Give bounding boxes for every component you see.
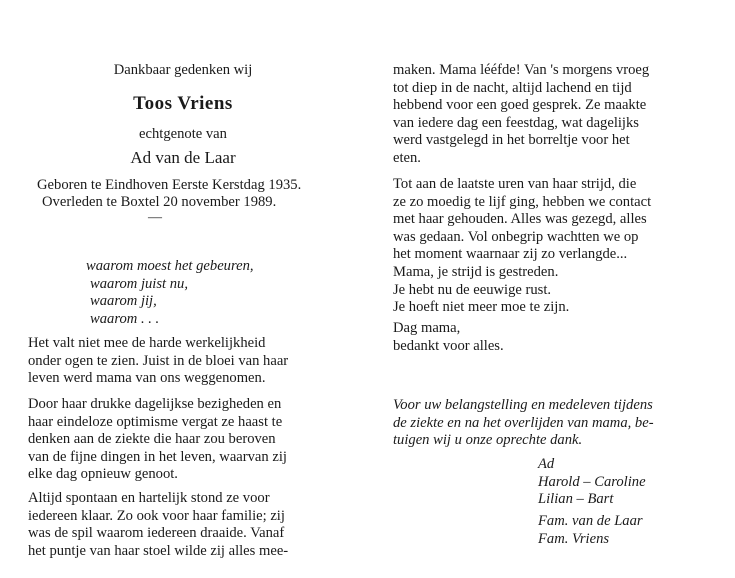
signature-line: Ad xyxy=(538,456,555,472)
paragraph-6 xyxy=(393,264,728,317)
text-line: iedereen klaar. Zo ook voor haar familie; zij xyxy=(28,507,285,524)
text-line: de ziekte en na het overlijden van mama, be- xyxy=(393,414,654,431)
text-line: haar eindeloze optimisme vergat ze haast te xyxy=(28,413,283,430)
paragraph-4 xyxy=(393,62,728,167)
paragraph-7 xyxy=(393,320,728,355)
text-line: van iedere dag een feestdag, wat dagelijks xyxy=(393,114,639,131)
poem xyxy=(86,258,254,328)
paragraph-1 xyxy=(28,335,360,388)
text-line: Je hebt nu de eeuwige rust. xyxy=(393,281,552,298)
text-line: het moment waarnaar zij zo verlangde... xyxy=(393,246,628,262)
death-line: Overleden te Boxtel 20 november 1989. xyxy=(42,194,277,210)
text-line: elke dag opnieuw genoot. xyxy=(28,466,178,482)
poem-line: waarom juist nu, xyxy=(90,275,188,292)
signatures-families xyxy=(538,513,643,548)
text-line: was gedaan. Vol onbegrip wachtten we op xyxy=(393,228,639,245)
signature-line: Lilian – Bart xyxy=(538,491,614,507)
text-line: Altijd spontaan en hartelijk stond ze voor xyxy=(28,490,270,506)
text-line: leven werd mama van ons weggenomen. xyxy=(28,370,266,386)
deceased-name: Toos Vriens xyxy=(133,93,233,114)
intro-line: Dankbaar gedenken wij xyxy=(113,62,253,78)
text-line: Het valt niet mee de harde werkelijkheid xyxy=(28,335,266,351)
signatures-family xyxy=(538,456,646,509)
text-line: werd vastgelegd in het borreltje voor het xyxy=(393,132,630,148)
text-line: Je hoeft niet meer moe te zijn. xyxy=(393,299,570,315)
paragraph-2 xyxy=(28,396,360,484)
text-line: hebbend voor een goed gesprek. Ze maakte xyxy=(393,97,647,113)
birth-line: Geboren te Eindhoven Eerste Kerstdag 1935. xyxy=(37,177,302,193)
spouse-intro: echtgenote van xyxy=(139,126,227,142)
poem-line: waarom . . . xyxy=(90,310,160,327)
text-line: van de fijne dingen in het leven, waarvan zij xyxy=(28,448,287,465)
text-line: Voor uw belangstelling en medeleven tijdens xyxy=(393,397,653,413)
text-line: ze zo moedig te lijf ging, hebben we contact xyxy=(393,193,652,210)
text-line: tot diep in de nacht, altijd lachend en tijd xyxy=(393,79,632,96)
poem-line: waarom jij, xyxy=(90,293,157,309)
text-line: Mama, je strijd is gestreden. xyxy=(393,264,559,280)
text-line: Dag mama, xyxy=(393,320,461,336)
text-line: Tot aan de laatste uren van haar strijd, die xyxy=(393,176,637,192)
signature-line: Fam. van de Laar xyxy=(538,513,643,529)
separator-dash: — xyxy=(148,210,162,225)
text-line: eten. xyxy=(393,149,421,166)
text-line: onder ogen te zien. Juist in de bloei van haar xyxy=(28,352,289,369)
signature-line: Fam. Vriens xyxy=(538,530,610,547)
text-line: bedankt voor alles. xyxy=(393,337,504,354)
text-line: denken aan de ziekte die haar zou beroven xyxy=(28,431,276,447)
text-line: met haar gehouden. Alles was gezegd, alles xyxy=(393,211,647,227)
signature-line: Harold – Caroline xyxy=(538,473,646,490)
paragraph-5 xyxy=(393,176,728,264)
poem-line: waarom moest het gebeuren, xyxy=(86,258,254,274)
spouse-name: Ad van de Laar xyxy=(130,148,236,167)
text-line: was de spil waarom iedereen draaide. Vanaf xyxy=(28,525,285,541)
text-line: Door haar drukke dagelijkse bezigheden en xyxy=(28,396,282,412)
text-line: maken. Mama lééfde! Van 's morgens vroeg xyxy=(393,62,650,78)
paragraph-3 xyxy=(28,490,360,560)
text-line: het puntje van haar stoel wilde zij alles mee- xyxy=(28,542,289,559)
text-line: tuigen wij u onze oprechte dank. xyxy=(393,432,583,448)
thanks-paragraph xyxy=(393,397,728,450)
